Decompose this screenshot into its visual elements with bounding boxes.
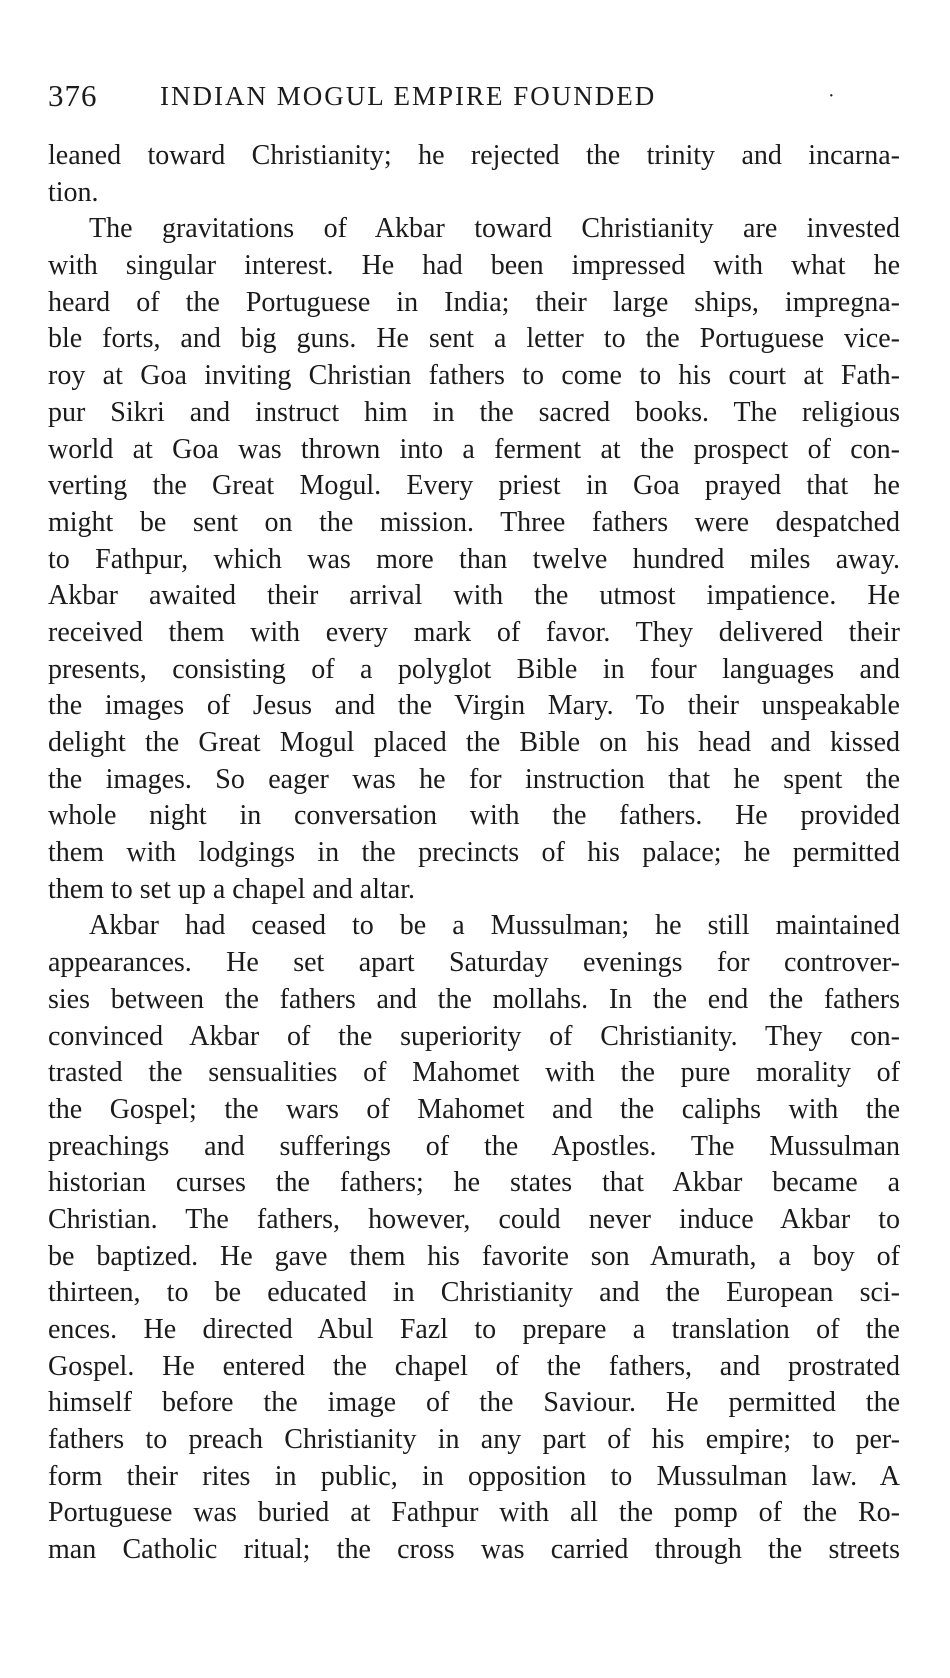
text-line: the images. So eager was he for instruction that he spent the bbox=[48, 763, 900, 795]
text-line: The gravitations of Akbar toward Christianity are invested bbox=[89, 213, 900, 245]
text-line: Akbar awaited their arrival with the utmost impatience. He bbox=[48, 580, 900, 612]
text-line: thirteen, to be educated in Christianity and the European sci- bbox=[48, 1277, 900, 1309]
text-line: historian curses the fathers; he states that Akbar became a bbox=[48, 1167, 900, 1199]
running-title: INDIAN MOGUL EMPIRE FOUNDED bbox=[160, 81, 657, 111]
text-line: roy at Goa inviting Christian fathers to come to his court at Fath- bbox=[48, 360, 900, 392]
text-line: heard of the Portuguese in India; their large ships, impregna- bbox=[48, 286, 900, 318]
text-line: presents, consisting of a polyglot Bible in four languages and bbox=[48, 653, 900, 685]
text-line: whole night in conversation with the fathers. He provided bbox=[48, 800, 900, 832]
text-line: sies between the fathers and the mollahs. In the end the fathers bbox=[48, 983, 900, 1015]
text-line: ble forts, and big guns. He sent a letter to the Portuguese vice- bbox=[48, 323, 900, 355]
text-line: trasted the sensualities of Mahomet with the pure morality of bbox=[48, 1057, 900, 1089]
text-line: pur Sikri and instruct him in the sacred books. The religious bbox=[48, 396, 900, 428]
text-line: verting the Great Mogul. Every priest in Goa prayed that he bbox=[48, 470, 900, 502]
text-line: received them with every mark of favor. They delivered their bbox=[48, 616, 900, 648]
text-line: Akbar had ceased to be a Mussulman; he still maintained bbox=[89, 910, 900, 942]
text-line: form their rites in public, in opposition to Mussulman law. A bbox=[48, 1460, 900, 1492]
text-line: convinced Akbar of the superiority of Christianity. They con- bbox=[48, 1020, 900, 1052]
text-line: the images of Jesus and the Virgin Mary. To their unspeakable bbox=[48, 690, 900, 722]
text-line: world at Goa was thrown into a ferment at the prospect of con- bbox=[48, 433, 900, 465]
text-line: might be sent on the mission. Three fathers were despatched bbox=[48, 506, 900, 538]
text-line: with singular interest. He had been impressed with what he bbox=[48, 250, 900, 282]
text-line: them with lodgings in the precincts of his palace; he permitted bbox=[48, 837, 900, 869]
text-line: Gospel. He entered the chapel of the fathers, and prostrated bbox=[48, 1350, 900, 1382]
text-line: Portuguese was buried at Fathpur with all the pomp of the Ro- bbox=[48, 1497, 900, 1529]
text-line: ences. He directed Abul Fazl to prepare a translation of the bbox=[48, 1314, 900, 1345]
text-line: be baptized. He gave them his favorite son Amurath, a boy of bbox=[48, 1240, 900, 1272]
text-line: fathers to preach Christianity in any part of his empire; to per- bbox=[48, 1424, 900, 1456]
paragraph bbox=[48, 138, 900, 211]
text-line: preachings and sufferings of the Apostles. The Mussulman bbox=[48, 1130, 900, 1162]
text-line: appearances. He set apart Saturday evenings for controver- bbox=[48, 947, 900, 979]
text-line: them to set up a chapel and altar. bbox=[48, 873, 415, 905]
text-line: to Fathpur, which was more than twelve hundred miles away. bbox=[48, 543, 900, 575]
text-line: man Catholic ritual; the cross was carried through the streets bbox=[48, 1534, 900, 1566]
text-line: the Gospel; the wars of Mahomet and the caliphs with the bbox=[48, 1093, 900, 1125]
paragraph bbox=[48, 211, 900, 908]
running-head bbox=[48, 76, 900, 116]
page-number: 376 bbox=[48, 78, 98, 113]
text-line: Christian. The fathers, however, could never induce Akbar to bbox=[48, 1203, 900, 1235]
text-line: himself before the image of the Saviour. He permitted the bbox=[48, 1387, 900, 1419]
text-line: delight the Great Mogul placed the Bible on his head and kissed bbox=[48, 727, 900, 758]
body-text bbox=[48, 138, 900, 1569]
paragraph bbox=[48, 908, 900, 1568]
running-head-mark: · bbox=[828, 85, 835, 107]
text-line: tion. bbox=[48, 176, 99, 208]
text-line: leaned toward Christianity; he rejected the trinity and incarna- bbox=[48, 140, 900, 171]
